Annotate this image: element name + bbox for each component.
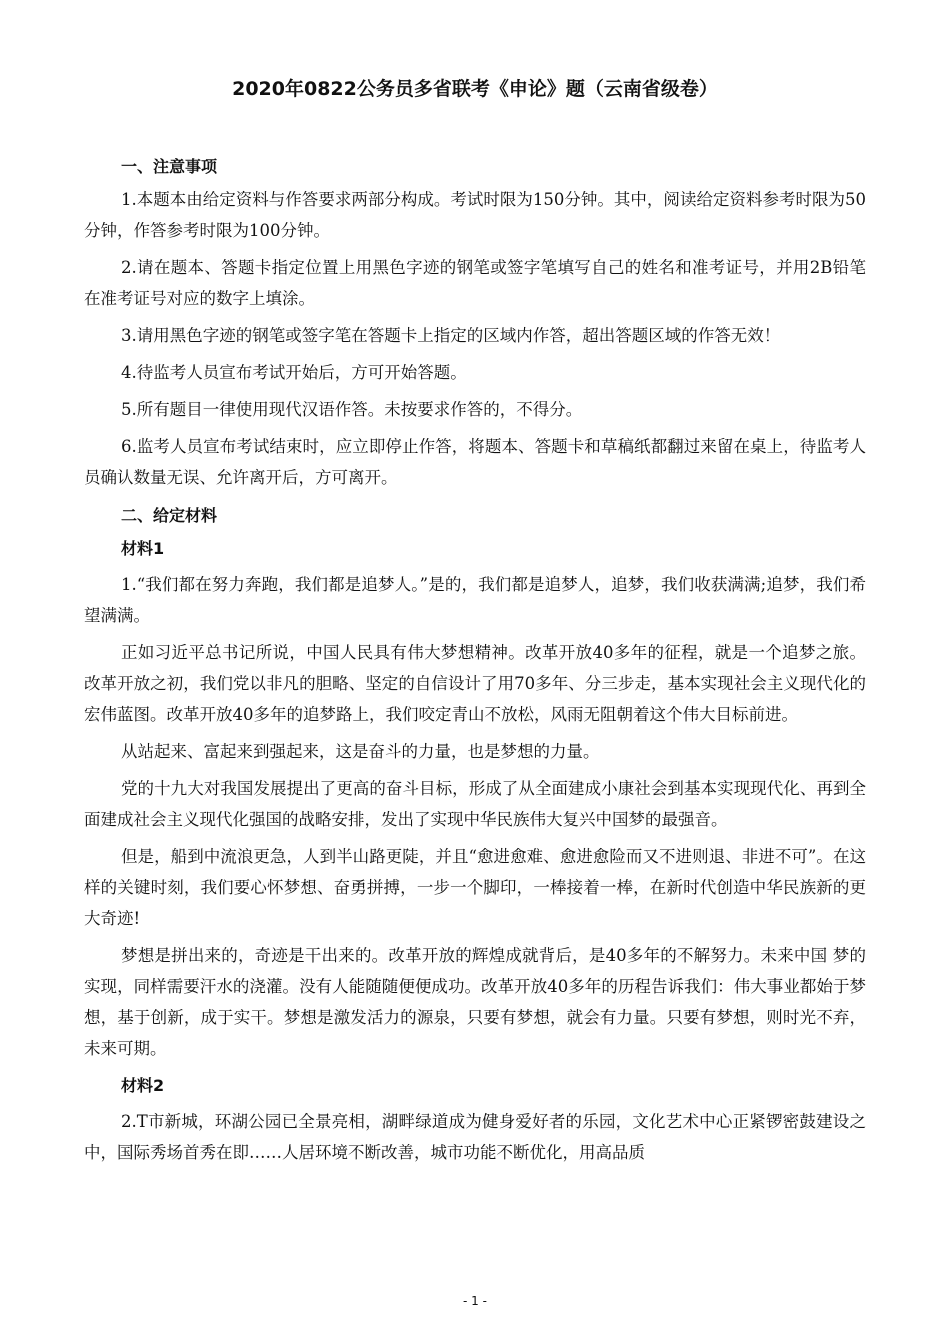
material-2-label: 材料2 (121, 1076, 165, 1095)
material-paragraph: 但是，船到中流浪更急，人到半山路更陡，并且“愈进愈难、愈进愈险而又不进则退、非进不可”。在这样的关键时刻，我们要心怀梦想、奋勇拼搏，一步一个脚印，一棒接着一棒，在新时代创造中华民族新的更大奇迹! (84, 847, 866, 928)
page-number: - 1 - (463, 1294, 487, 1308)
notice-item: 1.本题本由给定资料与作答要求两部分构成。考试时限为150分钟。其中，阅读给定资料参考时限为50分钟，作答参考时限为100分钟。 (84, 190, 866, 240)
material-paragraph: 2.T市新城，环湖公园已全景亮相，湖畔绿道成为健身爱好者的乐园，文化艺术中心正紧锣密鼓建设之中，国际秀场首秀在即……人居环境不断改善，城市功能不断优化，用高品质 (84, 1112, 866, 1162)
notice-item: 2.请在题本、答题卡指定位置上用黑色字迹的钢笔或签字笔填写自己的姓名和准考证号，并用2B铅笔在准考证号对应的数字上填涂。 (84, 258, 866, 308)
material-paragraph: 1.“我们都在努力奔跑，我们都是追梦人。”是的，我们都是追梦人，追梦，我们收获满满;追梦，我们希望满满。 (84, 575, 866, 625)
material-paragraph: 正如习近平总书记所说，中国人民具有伟大梦想精神。改革开放40多年的征程，就是一个追梦之旅。改革开放之初，我们党以非凡的胆略、坚定的自信设计了用70多年、分三步走，基本实现社会主义现代化的宏伟蓝图。改革开放40多年的追梦路上，我们咬定青山不放松，风雨无阻朝着这个伟大目标前进。 (84, 643, 866, 724)
material-paragraph: 党的十九大对我国发展提出了更高的奋斗目标，形成了从全面建成小康社会到基本实现现代化、再到全面建成社会主义现代化强国的战略安排，发出了实现中华民族伟大复兴中国梦的最强音。 (84, 779, 866, 829)
document-body (84, 150, 866, 1174)
notice-item: 6.监考人员宣布考试结束时，应立即停止作答，将题本、答题卡和草稿纸都翻过来留在桌上，待监考人员确认数量无误、允许离开后，方可离开。 (84, 437, 866, 487)
notice-item: 5.所有题目一律使用现代汉语作答。未按要求作答的，不得分。 (121, 400, 583, 419)
page-title: 2020年0822公务员多省联考《申论》题（云南省级卷） (232, 78, 718, 100)
material-paragraph: 梦想是拼出来的，奇迹是干出来的。改革开放的辉煌成就背后，是40多年的不解努力。未来中国 梦的实现，同样需要汗水的浇灌。没有人能随随便便成功。改革开放40多年的历程告诉我们：伟大事业都始于梦想，基于创新，成于实干。梦想是激发活力的源泉，只要有梦想，就会有力量。只要有梦想，则时光不弃，未来可期。 (84, 946, 866, 1058)
section-heading-notice: 一、注意事项 (121, 157, 218, 176)
material-paragraph: 从站起来、富起来到强起来，这是奋斗的力量，也是梦想的力量。 (121, 742, 600, 761)
notice-item: 4.待监考人员宣布考试开始后，方可开始答题。 (121, 363, 467, 382)
material-1-label: 材料1 (121, 539, 165, 558)
notice-item: 3.请用黑色字迹的钢笔或签字笔在答题卡上指定的区域内作答，超出答题区域的作答无效！ (121, 326, 781, 345)
section-heading-materials: 二、给定材料 (121, 506, 218, 525)
